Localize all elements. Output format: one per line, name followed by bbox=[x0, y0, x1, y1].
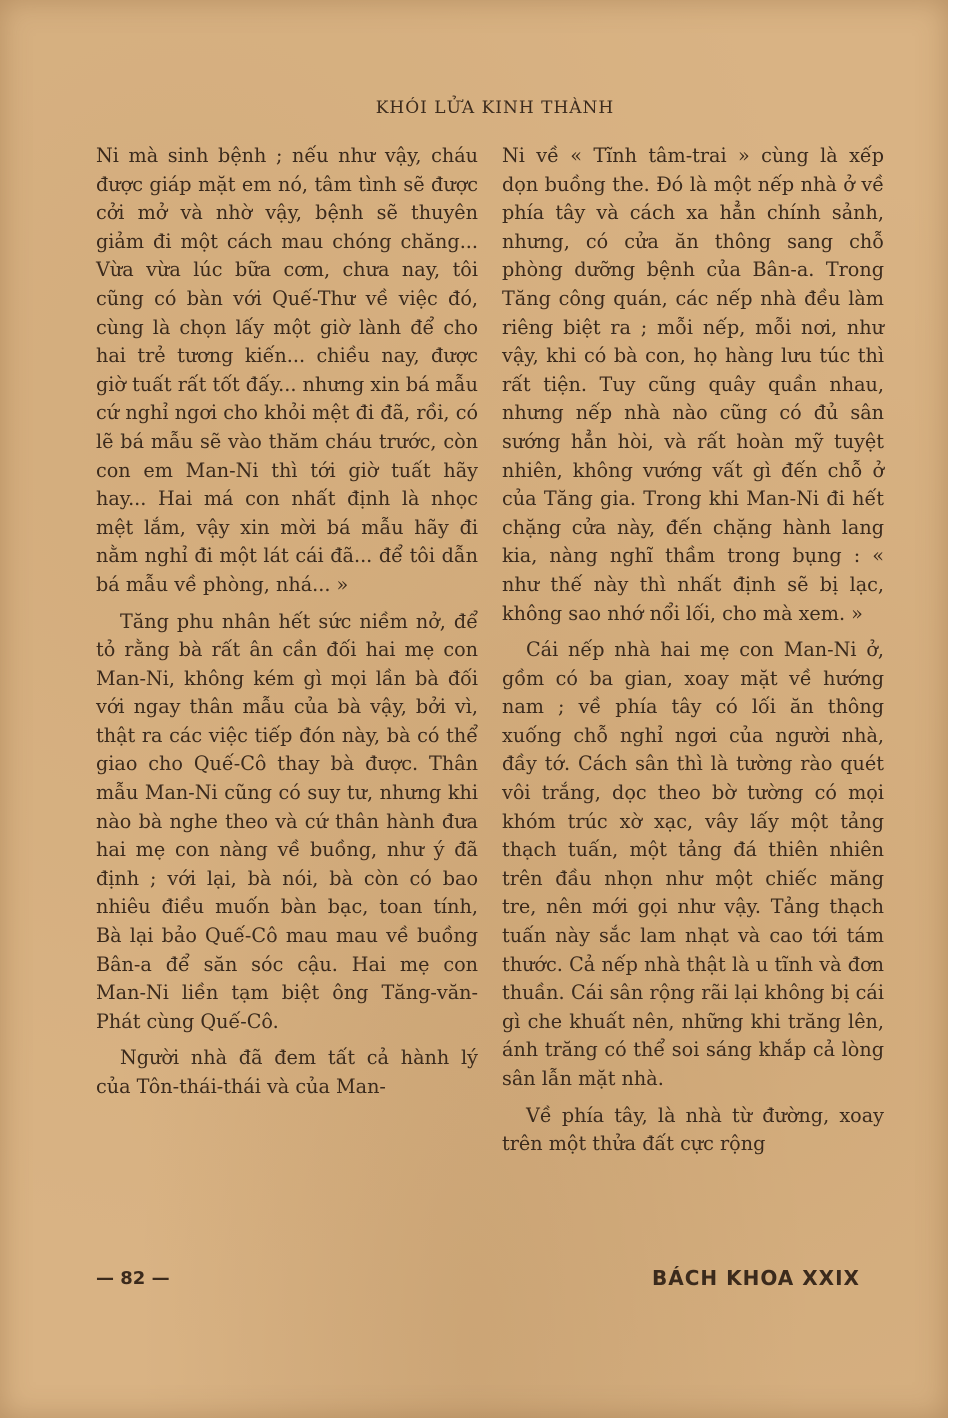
paragraph: Người nhà đã đem tất cả hành lý của Tôn-thái-thái và của Man- bbox=[96, 1046, 478, 1098]
page-number: — 82 — bbox=[96, 1268, 170, 1289]
publication-name: BÁCH KHOA XXIX bbox=[652, 1266, 860, 1290]
paragraph: Tăng phu nhân hết sức niềm nở, để tỏ rằng bà rất ân cần đối hai mẹ con Man-Ni, không kém gì mọi lần bà đối với ngay thân mẫu của bà vậy, bởi vì, thật ra các việc tiếp đón này, bà có thể giao cho Quế-Cô thay bà được. Thân mẫu Man-Ni cũng có suy tư, nhưng khi nào bà nghe theo và cứ thân hành đưa hai mẹ con nàng về buồng, như ý đã định ; với lại, bà nói, bà còn có bao nhiêu điều muốn bàn bạc, toan tính, Bà lại bảo Quế-Cô mau mau về buồng Bân-a để săn sóc cậu. Hai mẹ con Man-Ni liền tạm biệt ông Tăng-văn-Phát cùng Quế-Cô. bbox=[96, 609, 478, 1033]
paragraph: Cái nếp nhà hai mẹ con Man-Ni ở, gồm có ba gian, xoay mặt về hướng nam ; về phía tây có lối ăn thông xuống chỗ nghỉ ngơi của người nhà, đầy tớ. Cách sân thì là tường rào quét vôi trắng, dọc theo bờ tường có mọi khóm trúc xờ xạc, vây lấy một tảng thạch tuấn, một tảng đá thiên nhiên trên đầu nhọn như một chiếc măng tre, nên mới gọi như vậy. Tảng thạch tuấn này sắc lam nhạt và cao tới tám thước. Cả nếp nhà thật là u tĩnh và đơn thuần. Cái sân rộng rãi lại không bị cái gì che khuất nên, những khi trăng lên, ánh trăng có thể soi sáng khắp cả lòng sân lẫn mặt nhà. bbox=[502, 638, 884, 1090]
paragraph: Ni về « Tĩnh tâm-trai » cùng là xếp dọn buồng the. Đó là một nếp nhà ở về phía tây và cách xa hẳn chính sảnh, nhưng, có cửa ăn thông sang chỗ phòng dưỡng bệnh của Bân-a. Trong Tăng công quán, các nếp nhà đều làm riêng biệt ra ; mỗi nếp, mỗi nơi, như vậy, khi có bà con, họ hàng lưu túc thì rất tiện. Tuy cũng quây quần nhau, nhưng nếp nhà nào cũng có đủ sân sướng hẳn hòi, và rất hoàn mỹ tuyệt nhiên, không vướng vất gì đến chỗ ở của Tăng gia. Trong khi Man-Ni đi hết chặng cửa này, đến chặng hành lang kia, nàng nghĩ thầm trong bụng : « như thế này thì nhất định sẽ bị lạc, không sao nhớ nổi lối, cho mà xem. » bbox=[502, 144, 884, 625]
right-column bbox=[502, 142, 884, 1159]
paragraph: Về phía tây, là nhà từ đường, xoay trên một thửa đất cực rộng bbox=[502, 1103, 884, 1156]
paragraph: Ni mà sinh bệnh ; nếu như vậy, cháu được giáp mặt em nó, tâm tình sẽ được cởi mở và nhờ vậy, bệnh sẽ thuyên giảm đi một cách mau chóng chăng... Vừa vừa lúc bữa cơm, chưa nay, tôi cũng có bàn với Quế-Thư về việc đó, cùng là chọn lấy một giờ lành để cho hai trẻ tương kiến... chiều nay, được giờ tuất rất tốt đấy... nhưng xin bá mẫu cứ nghỉ ngơi cho khỏi mệt đi đã, rồi, có lẽ bá mẫu sẽ vào thăm cháu trước, còn con em Man-Ni thì tới giờ tuất hãy hay... Hai má con nhất định là nhọc mệt lắm, vậy xin mời bá mẫu hãy đi nằm nghỉ đi một lát cái đã... để tôi dẫn bá mẫu về phòng, nhá... » bbox=[96, 144, 478, 596]
left-column bbox=[96, 142, 478, 1102]
running-head: KHÓI LỬA KINH THÀNH bbox=[375, 98, 615, 118]
